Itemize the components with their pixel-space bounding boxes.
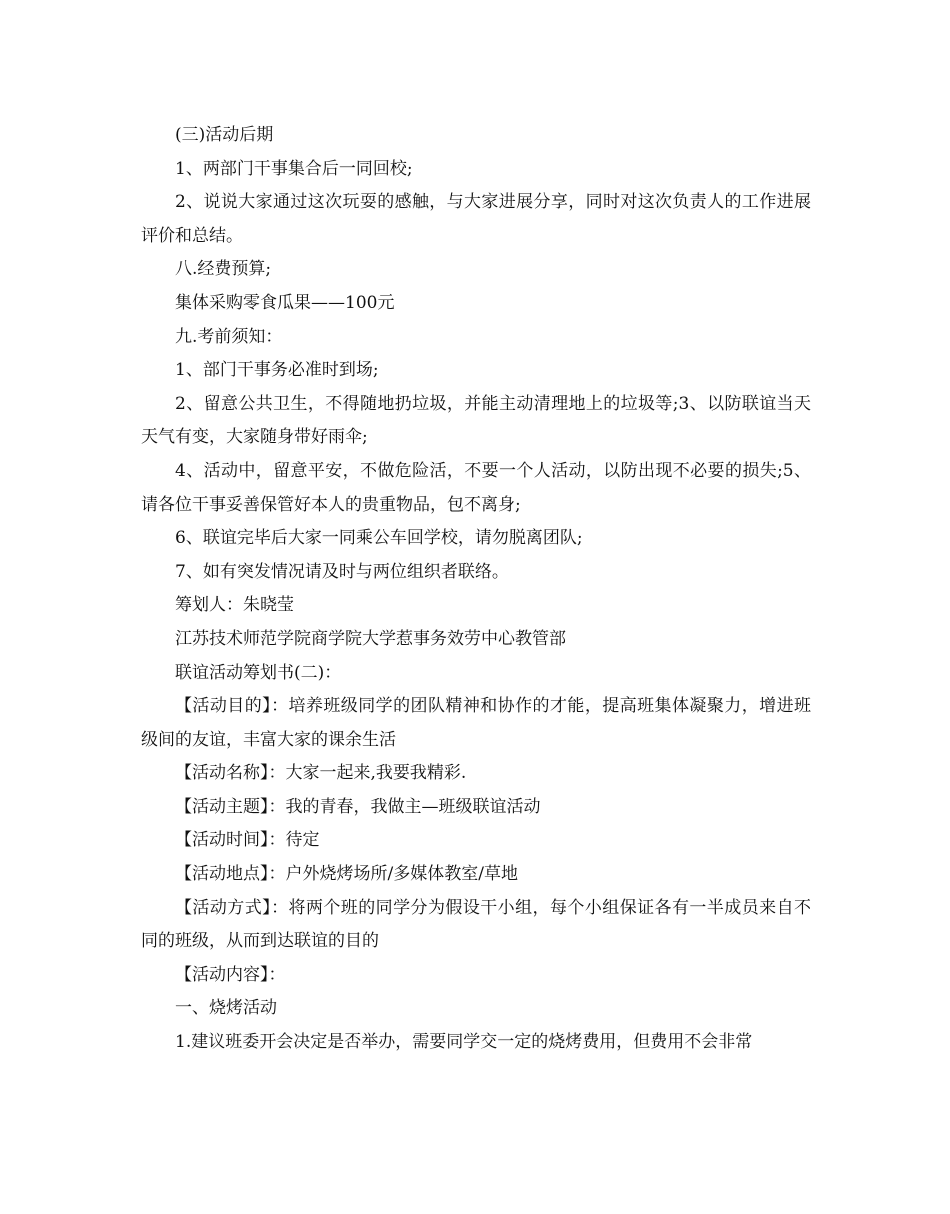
paragraph: 【活动目的】：培养班级同学的团队精神和协作的才能，提高班集体凝聚力，增进班级间的友谊，丰富大家的课余生活	[141, 696, 811, 750]
section-heading-bbq: 一、烧烤活动	[175, 998, 277, 1019]
paragraph: 1、两部门干事集合后一同回校;	[175, 158, 413, 179]
paragraph: 【活动名称】：大家一起来,我要我精彩.	[175, 763, 467, 784]
section-heading-plan-two: 联谊活动筹划书(二)：	[175, 662, 342, 683]
section-heading-later-stage: (三)活动后期	[175, 125, 274, 145]
paragraph: 6、联谊完毕后大家一同乘公车回学校，请勿脱离团队;	[175, 528, 583, 549]
section-heading-notices: 九.考前须知：	[175, 326, 283, 347]
paragraph: 4、活动中，留意平安，不做危险活，不要一个人活动，以防出现不必要的损失;5、请各位干事妥善保管好本人的贵重物品，包不离身;	[141, 460, 811, 515]
paragraph: 1、部门干事务必准时到场;	[175, 360, 379, 381]
paragraph: 1.建议班委开会决定是否举办，需要同学交一定的烧烤费用，但费用不会非常	[175, 1032, 753, 1053]
paragraph: 【活动主题】：我的青春，我做主—班级联谊活动	[175, 796, 541, 817]
section-heading-budget: 八.经费预算;	[175, 259, 272, 280]
paragraph: 【活动方式】：将两个班的同学分为假设干小组，每个小组保证各有一半成员来自不同的班级，从而到达联谊的目的	[141, 897, 811, 952]
document-body	[141, 119, 811, 1060]
paragraph: 7、如有突发情况请及时与两位组织者联络。	[175, 561, 509, 582]
paragraph: 【活动时间】：待定	[175, 830, 320, 851]
paragraph: 【活动内容】：	[175, 964, 286, 985]
paragraph: 【活动地点】：户外烧烤场所/多媒体教室/草地	[175, 864, 518, 885]
planner-line: 筹划人：朱晓莹	[175, 595, 294, 616]
paragraph: 2、说说大家通过这次玩耍的感触，与大家进展分享，同时对这次负责人的工作进展评价和总结。	[141, 192, 811, 246]
paragraph: 集体采购零食瓜果——100元	[175, 292, 395, 313]
paragraph: 2、留意公共卫生，不得随地扔垃圾，并能主动清理地上的垃圾等;3、以防联谊当天天气有变，大家随身带好雨伞;	[141, 393, 811, 448]
organization-line: 江苏技术师范学院商学院大学惹事务效劳中心教管部	[175, 628, 566, 649]
